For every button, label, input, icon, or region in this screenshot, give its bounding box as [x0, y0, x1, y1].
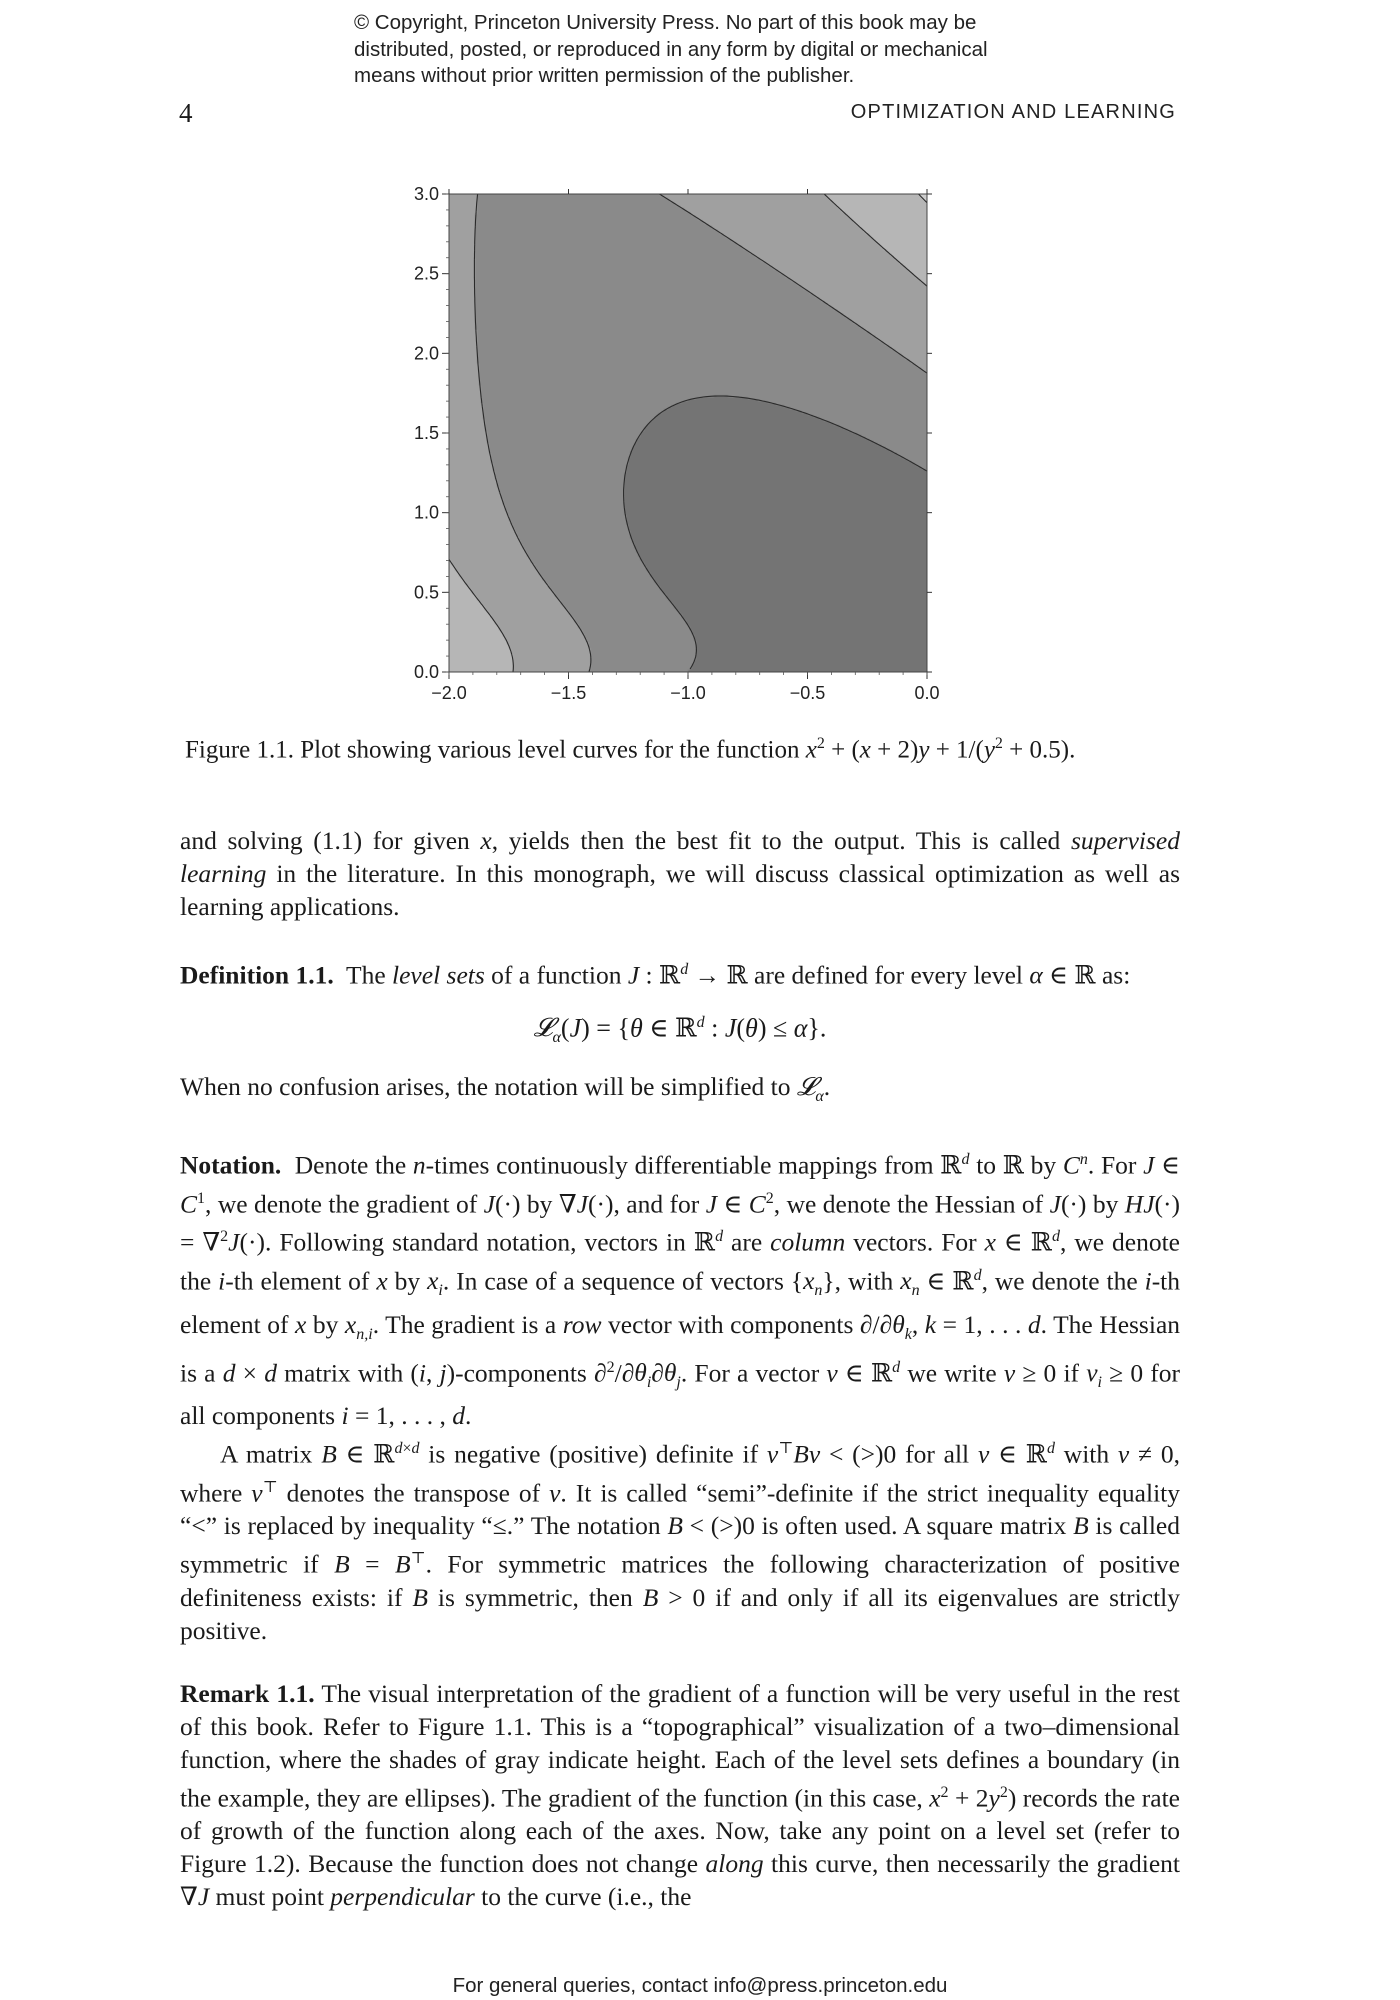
- notation-label: Notation.: [180, 1150, 282, 1180]
- definition-label: Definition 1.1.: [180, 960, 334, 990]
- y-tick-label: 0.5: [413, 582, 439, 603]
- running-head: OPTIMIZATION AND LEARNING: [850, 101, 1176, 123]
- body-text: [180, 824, 1180, 1913]
- y-tick-label: 3.0: [413, 184, 439, 204]
- paragraph-intro: and solving (1.1) for given x, yields then the best fit to the output. This is called supervised learning in the literature. In this monograph, we will discuss classical optimization as well as learning applications.: [180, 826, 1180, 921]
- copyright-notice: [354, 10, 1114, 90]
- figure-caption: Figure 1.1. Plot showing various level curves for the function $x^2 + (x + 2)y + 1/(y^2 + 0.5)$.: [185, 735, 1076, 764]
- y-tick-label: 2.5: [413, 263, 439, 284]
- x-tick-label: 0.0: [914, 683, 940, 703]
- y-tick-label: 0.0: [413, 662, 439, 682]
- copyright-line: distributed, posted, or reproduced in any form by digital or mechanical: [354, 37, 988, 61]
- remark-label: Remark 1.1.: [180, 1678, 315, 1708]
- footer-contact: For general queries, contact info@press.princeton.edu: [452, 1974, 948, 1997]
- x-tick-label: −1.0: [670, 683, 706, 703]
- copyright-line: means without prior written permission of the publisher.: [354, 64, 855, 87]
- level-set-equation: 𝓛$_\alpha$(J) = {θ ∈ ℝ$^d$ : J(θ) ≤ α}.: [533, 1013, 827, 1047]
- copyright-line: © Copyright, Princeton University Press. No part of this book may be: [354, 11, 977, 34]
- notation-paragraph: Notation. Denote the n-times continuously differentiable mappings from ℝ$^d$ to ℝ by $C^n$. For J ∈ $C^1$, we denote the gradient of J(·) by ∇J(·), and for J ∈ $C^2$, we denote the Hessian of J(·) by HJ(·) = ∇$^2$J(·). Following standard notation, vectors in ℝ$^d$ are column vectors. For x ∈ ℝ$^d$, we denote the i-th element of x by $x_i$. In case of a sequence of vectors $\{x_n\}$, with $x_n$ ∈ ℝ$^d$, we denote the i-th element of x by $x_{n,i}$. The gradient is a row vector with components $\partial/\partial\theta_k$, k = 1, . . . d. The Hessian is a d × d matrix with (i, j)-components $\partial^2/\partial\theta_i\partial\theta_j$. For a vector v ∈ ℝ$^d$ we write v ≥ 0 if $v_i \ge 0$ for all components i = 1, . . . , d.: [180, 1150, 1181, 1431]
- page-number: 4: [179, 98, 193, 128]
- y-tick-label: 1.5: [413, 423, 439, 443]
- remark-paragraph: Remark 1.1. The visual interpretation of the gradient of a function will be very useful in the rest of this book. Refer to Figure 1.1. This is a “topographical” visualization of a two–dimensional function, where the shades of gray indicate height. Each of the level sets defines a boundary (in the example, they are ellipses). The gradient of the function (in this case, $x^2 + 2y^2$) records the rate of growth of the function along each of the axes. Now, take any point on a level set (refer to Figure 1.2). Because the function does not change along this curve, then necessarily the gradient ∇J must point perpendicular to the curve (i.e., the: [180, 1678, 1181, 1912]
- x-tick-label: −2.0: [431, 683, 467, 703]
- y-tick-label: 2.0: [413, 343, 439, 364]
- contour-plot: [395, 178, 975, 718]
- y-tick-label: 1.0: [413, 502, 439, 523]
- contour-figure: [395, 178, 975, 718]
- matrix-paragraph: A matrix B ∈ ℝ$^{d\times d}$ is negative (positive) definite if v⊤Bv < (>)0 for all v ∈ ℝ$^d$ with v ≠ 0, where v⊤ denotes the transpose of v. It is called “semi”-definite if the strict inequality equality “<” is replaced by inequality “≤.” The notation B < (>)0 is often used. A square matrix B is called symmetric if B = B⊤. For symmetric matrices the following characterization of positive definiteness exists: if B is symmetric, then B > 0 if and only if all its eigenvalues are strictly positive.: [180, 1439, 1181, 1645]
- definition-paragraph: Definition 1.1. The level sets of a function J : ℝ$^d$ → ℝ are defined for every level α ∈ ℝ as:: [180, 960, 1131, 990]
- x-tick-label: −1.5: [550, 683, 587, 703]
- x-tick-label: −0.5: [789, 683, 826, 703]
- notation-simplified: When no confusion arises, the notation will be simplified to 𝓛$_\alpha$.: [180, 1072, 831, 1106]
